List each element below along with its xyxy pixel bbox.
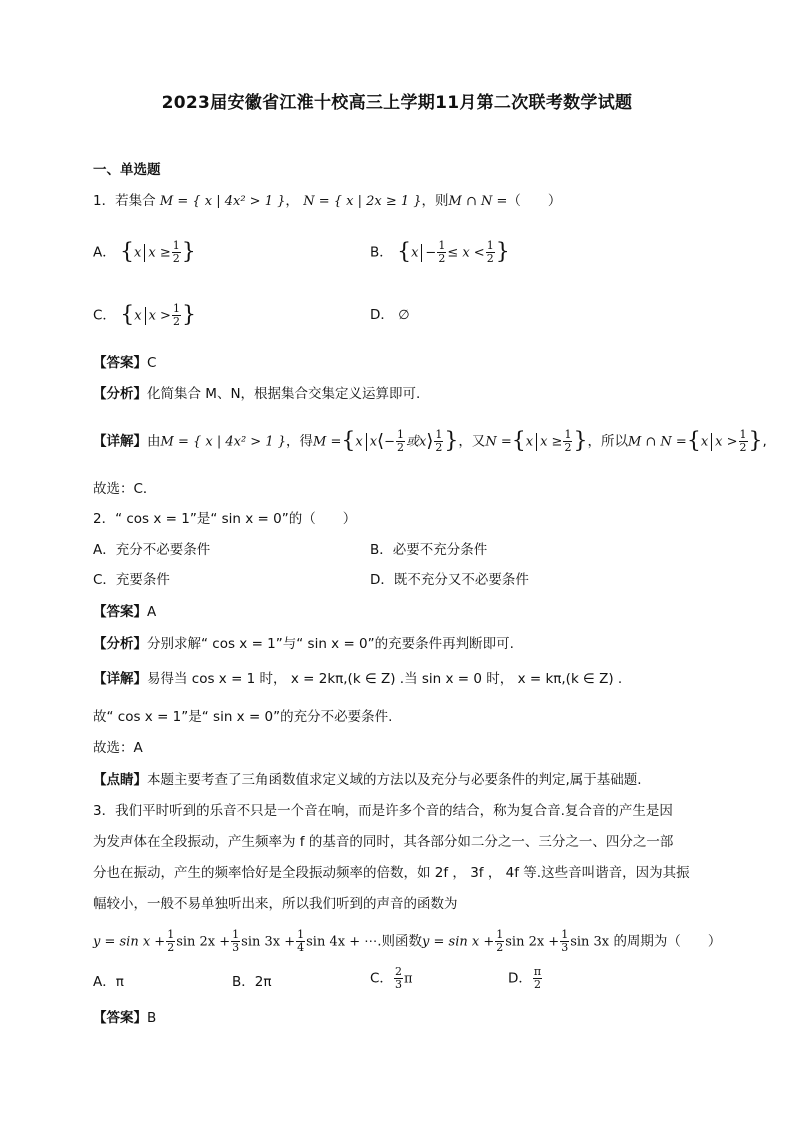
or-text: 或x (405, 434, 427, 450)
brace-open: { (120, 302, 135, 328)
question-number: 2． (93, 511, 116, 527)
fraction-half: $\frac{1}{2}$ (172, 239, 180, 265)
answer-value: C (147, 355, 157, 371)
option-b: B． {x − $\frac{1}{2}$ ≤ x < $\frac{1}{2}$ } (370, 239, 510, 265)
page-title: 2023届安徽省江淮十校高三上学期11月第二次联考数学试题 (161, 93, 633, 113)
conclusion-line: 故“ cos x = 1”是“ sin x = 0”的充分不必要条件. (93, 709, 393, 725)
answer-line (93, 353, 156, 373)
question-text: “ cos x = 1”是“ sin x = 0”的（ ） (115, 511, 357, 527)
brace-close: } (495, 239, 510, 265)
option-label: B． (370, 244, 393, 261)
answer-tag: 【答案】 (93, 604, 147, 620)
question-1-stem: 1．若集合 M = { x | 4x² > 1 }， N = { x | 2x ≥ 1 }，则M ∩ N =（ ） (93, 193, 562, 209)
answer-line (93, 602, 156, 622)
var-x: x (411, 245, 419, 261)
option-d: D．既不充分又不必要条件 (370, 572, 529, 588)
answer-value: A (147, 604, 157, 620)
choose-line: 故选：A (93, 740, 143, 756)
set-n: N = { x | 2x ≥ 1 } (303, 194, 422, 209)
answer-value: B (147, 1010, 157, 1026)
option-b: B．2π (232, 974, 272, 990)
set-bar (145, 307, 146, 325)
question-3-function: y = sin x + $\frac{1}{2}$ sin 2x + $\frac{1}{3}$ sin 3x + $\frac{1}{4}$ sin 4x + ⋯.则函数y = sin x + $\frac{1}{2}$ sin 2x + $\frac{1}{3}$ sin 3x 的周期为（ ） (93, 928, 722, 954)
inequality: x ≥ (148, 245, 171, 261)
comment-text: 本题主要考查了三角函数值求定义域的方法以及充分与必要条件的判定,属于基础题. (147, 772, 642, 788)
question-3-line-1: 3．我们平时听到的乐音不只是一个音在响，而是许多个音的结合，称为复合音.复合音的产生是因 (93, 803, 673, 819)
analysis-line (93, 634, 514, 654)
detail-line: 【详解】由M = { x | 4x² > 1 }，得M ={x x⟨− $\frac{1}{2}$ 或x⟩ $\frac{1}{2}$ }，又N ={x x ≥ $\frac{1}{2}$ }，所以M ∩ N ={x x > $\frac{1}{2}$ }, (93, 428, 767, 454)
option-a (93, 240, 196, 265)
detail-line (93, 669, 622, 689)
analysis-text: 分别求解“ cos x = 1”与“ sin x = 0”的充要条件再判断即可. (147, 636, 514, 652)
question-3-line-2: 为发声体在全段振动，产生频率为 f 的基音的同时，其各部分如二分之一、三分之一、四分之一部 (93, 834, 674, 850)
analysis-tag: 【分析】 (93, 386, 147, 402)
choose-line: 故选：C． (93, 481, 157, 497)
inequality: x > (148, 308, 171, 324)
empty-set: ∅ (398, 308, 410, 323)
detail-tag: 【详解】 (93, 671, 147, 687)
var-x: x (134, 245, 142, 261)
analysis-tag: 【分析】 (93, 636, 147, 652)
var-x: x (134, 308, 142, 324)
option-d: D． $\frac{\pi}{2}$ (508, 965, 542, 991)
option-b: B．必要不充分条件 (370, 542, 488, 558)
question-3-line-4: 幅较小，一般不易单独听出来，所以我们听到的声音的函数为 (93, 896, 458, 912)
answer-line (93, 1008, 156, 1028)
option-a: A．π (93, 974, 124, 990)
analysis-line (93, 384, 420, 404)
option-c: C．充要条件 (93, 572, 170, 588)
question-text: ，则 (421, 193, 449, 209)
option-label: C． (93, 307, 116, 324)
brace-open: { (397, 239, 412, 265)
brace-close: } (181, 302, 196, 328)
comment-tag: 【点睛】 (93, 772, 147, 788)
fraction-half: $\frac{1}{2}$ (438, 239, 446, 265)
question-text: 若集合 (115, 193, 156, 209)
option-label: A． (93, 244, 116, 261)
option-c: C． $\frac{2}{3}$ π (370, 965, 413, 991)
fraction-half: $\frac{1}{2}$ (486, 239, 494, 265)
answer-tag: 【答案】 (93, 355, 147, 371)
option-label: D． (370, 307, 394, 323)
detail-tag: 【详解】 (93, 433, 147, 450)
set-bar (421, 244, 422, 262)
answer-blank: （ ） (507, 193, 562, 209)
question-number: 1． (93, 193, 116, 209)
option-a: A．充分不必要条件 (93, 542, 211, 558)
detail-text: 易得当 cos x = 1 时， x = 2kπ,(k ∈ Z) .当 sin x = 0 时， x = kπ,(k ∈ Z) . (147, 671, 623, 687)
answer-tag: 【答案】 (93, 1010, 147, 1026)
set-m: M = { x | 4x² > 1 } (160, 434, 286, 450)
question-2-stem (93, 509, 356, 529)
brace-close: } (181, 239, 196, 265)
intersection-expr: M ∩ N = (448, 194, 508, 209)
fraction-half: $\frac{1}{2}$ (172, 302, 180, 328)
brace-open: { (120, 239, 135, 265)
option-d (370, 305, 410, 326)
option-c (93, 303, 196, 328)
analysis-text: 化简集合 M、N，根据集合交集定义运算即可. (147, 386, 421, 402)
question-3-line-3: 分也在振动，产生的频率恰好是全段振动频率的倍数，如 2f ， 3f ， 4f 等.这些音叫谐音，因为其振 (93, 865, 690, 881)
section-heading: 一、单选题 (93, 162, 161, 178)
set-bar (144, 244, 145, 262)
set-m: M = { x | 4x² > 1 } (159, 194, 286, 209)
comment-line (93, 770, 642, 790)
